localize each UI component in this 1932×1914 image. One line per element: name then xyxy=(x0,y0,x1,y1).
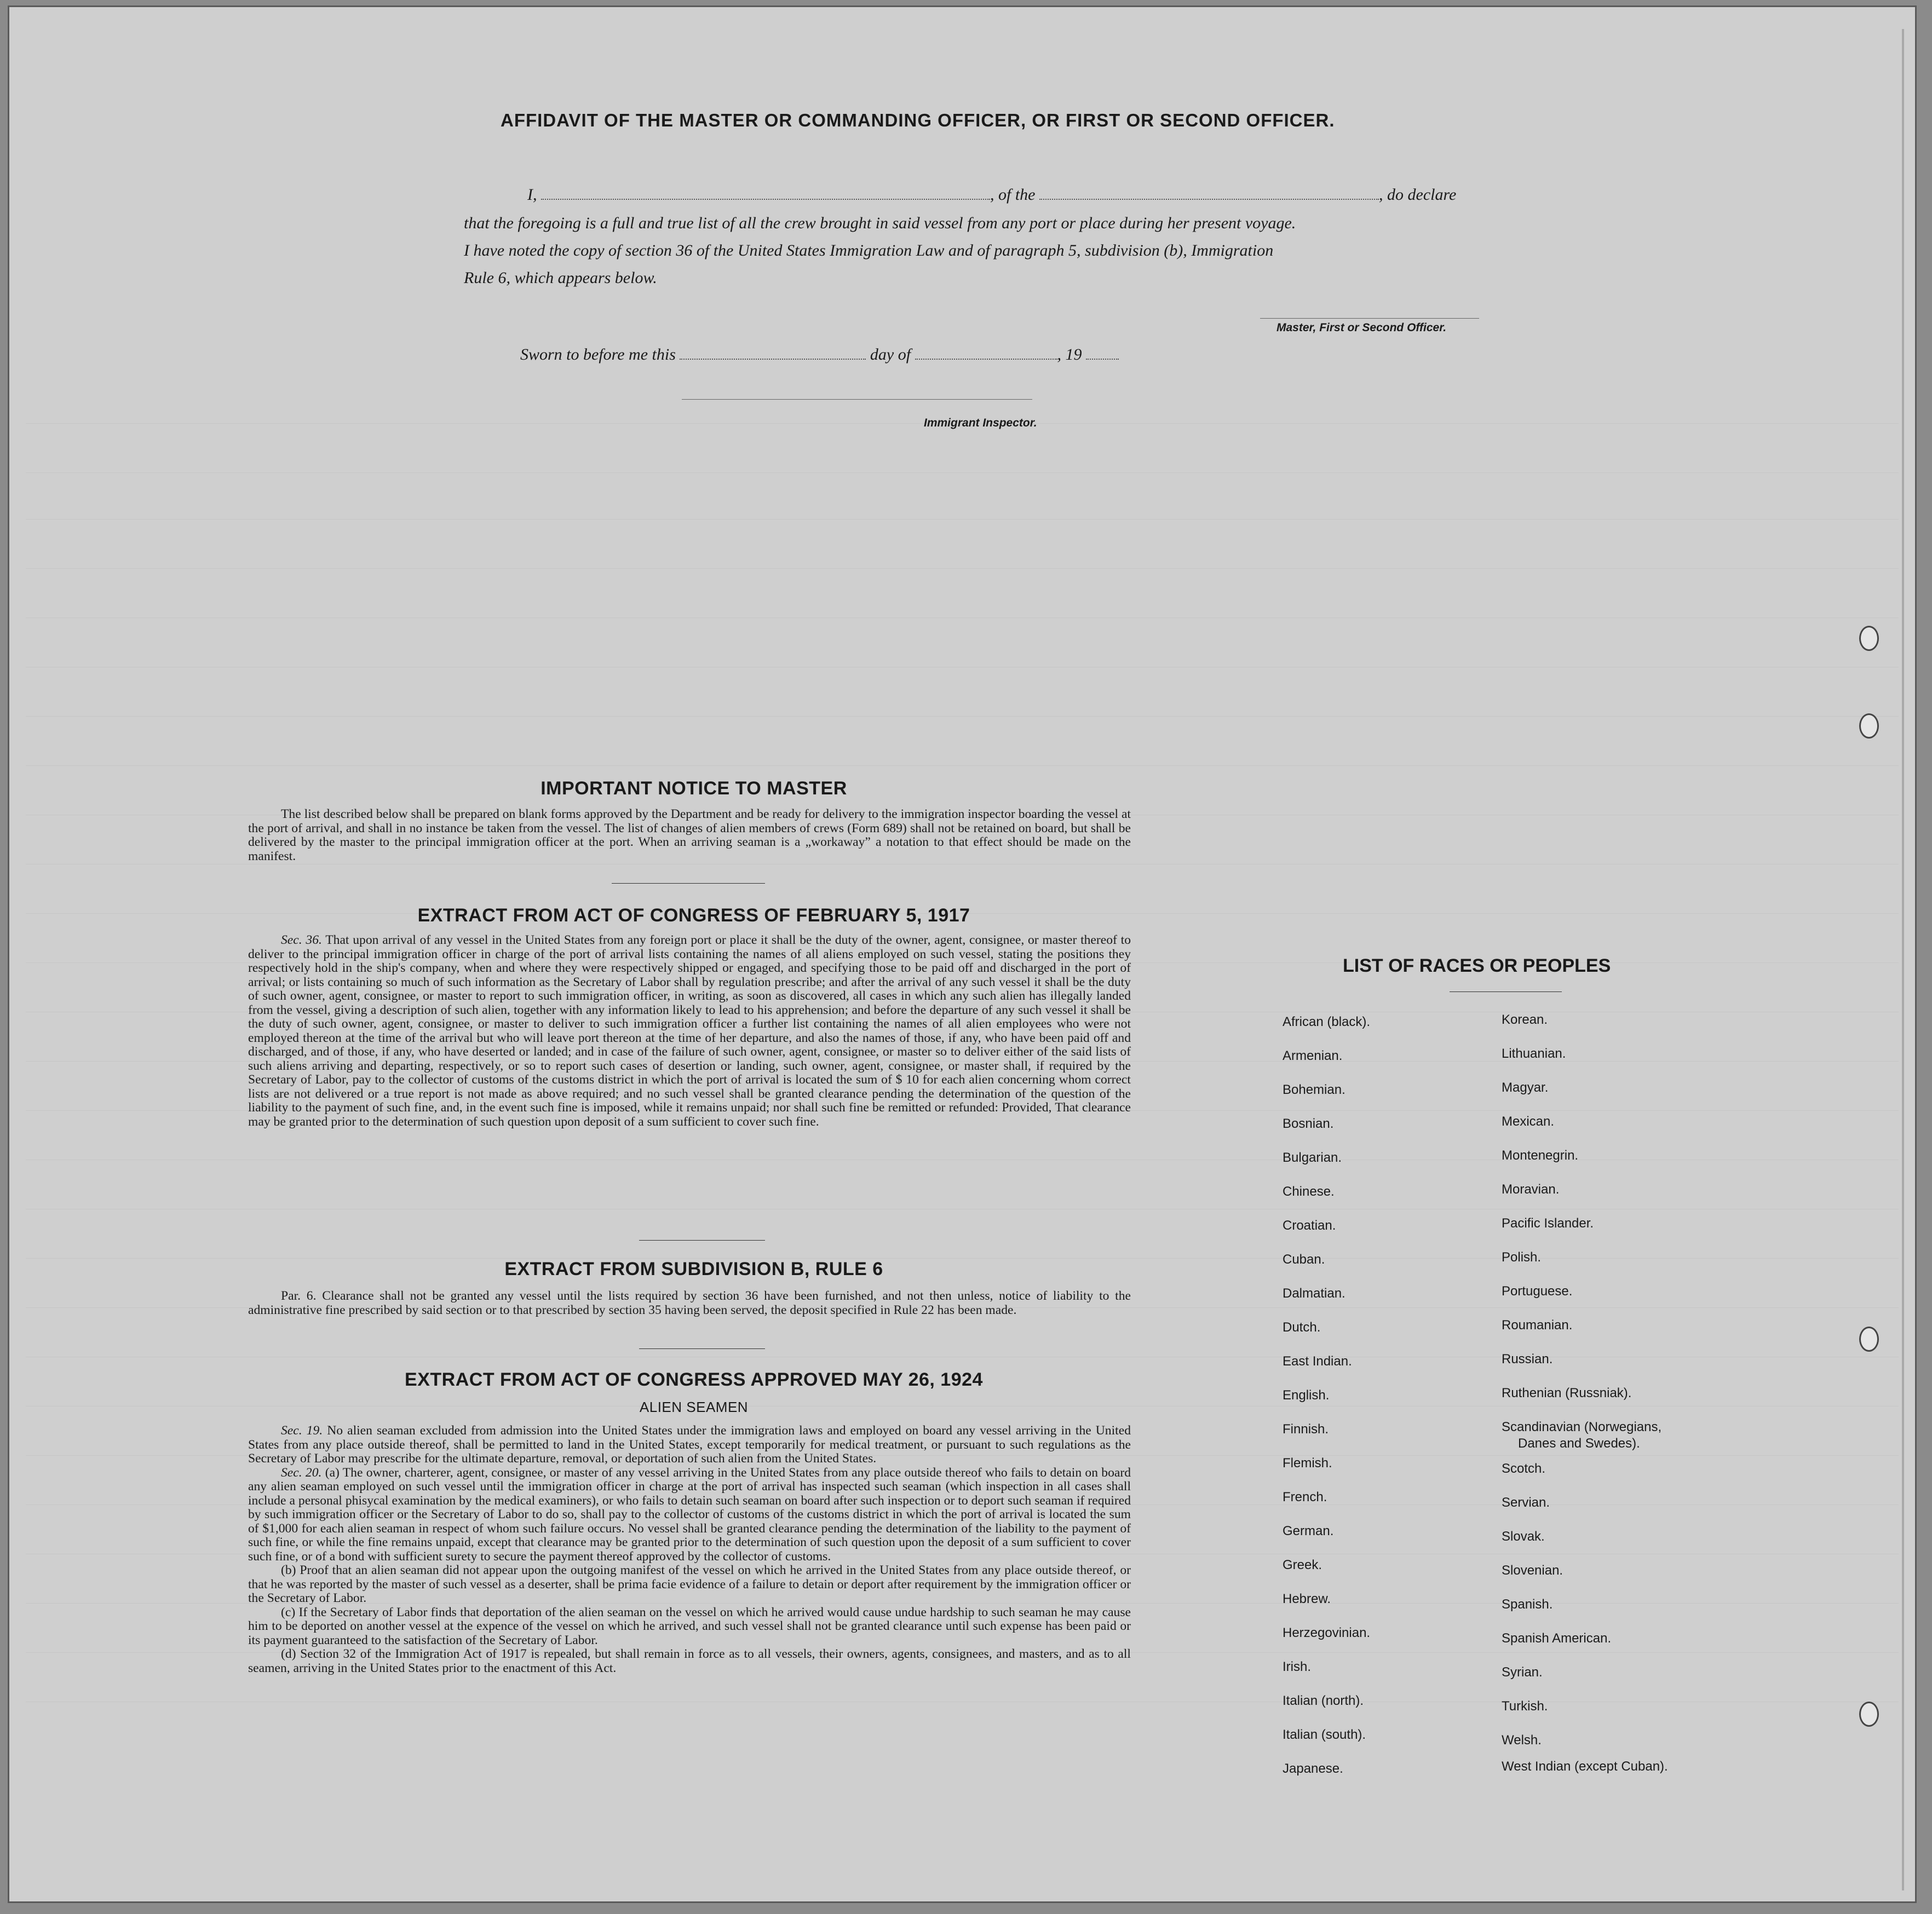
race-item: Welsh. xyxy=(1502,1733,1542,1748)
race-item: Croatian. xyxy=(1283,1218,1336,1233)
inspector-signature-label: Immigrant Inspector. xyxy=(924,417,1037,429)
sworn-month-blank[interactable] xyxy=(915,359,1057,360)
race-item: Lithuanian. xyxy=(1502,1046,1566,1061)
affidavit-line-4: Rule 6, which appears below. xyxy=(464,269,657,287)
race-item: Moravian. xyxy=(1502,1182,1560,1197)
race-item: Portuguese. xyxy=(1502,1284,1573,1299)
race-item: French. xyxy=(1283,1490,1327,1504)
extract-1924-body xyxy=(248,1424,1131,1675)
affidavit-declare: , do declare xyxy=(1379,186,1457,204)
race-item: Irish. xyxy=(1283,1659,1312,1674)
race-item: Cuban. xyxy=(1283,1252,1325,1267)
sec-20c-text: (c) If the Secretary of Labor finds that deportation of the alien seaman on the vessel on which he arrived would cause undue hardship to such seaman he may cause him to be deported on another vessel at the expence of the vessel on which he arrived, and such vessel shall not be granted clearance until such expense has been paid or its payment guaranteed to the satisfaction of the Secretary of Labor. xyxy=(248,1605,1131,1647)
race-item: Greek. xyxy=(1283,1558,1323,1572)
race-item: Russian. xyxy=(1502,1352,1553,1367)
notice-paragraph: The list described below shall be prepared on blank forms approved by the Department and be ready for delivery to the immigration inspector boarding the vessel at the port of arrival, and shall in no instance be taken from the vessel. The list of changes of alien members of crews (Form 689) shall not be retained on board, but shall be delivered by the master to the principal immigration officer at the port. When an arriving seaman is a „workaway” a notation to that effect should be made on the manifest. xyxy=(248,807,1131,863)
race-item: West Indian (except Cuban). xyxy=(1502,1759,1668,1774)
race-item: Servian. xyxy=(1502,1495,1550,1510)
sworn-year: , 19 xyxy=(1057,345,1082,364)
master-signature-label: Master, First or Second Officer. xyxy=(1277,321,1447,334)
race-item: German. xyxy=(1283,1524,1334,1538)
bleed-rule xyxy=(26,765,1899,766)
sworn-year-blank[interactable] xyxy=(1086,359,1119,360)
sec-20-label: Sec. 20. xyxy=(281,1465,322,1480)
race-item: Syrian. xyxy=(1502,1665,1543,1680)
race-item: East Indian. xyxy=(1283,1354,1352,1369)
race-item: Dutch. xyxy=(1283,1320,1321,1335)
race-item: Pacific Islander. xyxy=(1502,1216,1594,1231)
race-item: Scandinavian (Norwegians, xyxy=(1502,1420,1662,1434)
affidavit-line-2: that the foregoing is a full and true list of all the crew brought in said vessel from any port or place during her present voyage. xyxy=(464,214,1296,232)
sec-20a-text: (a) The owner, charterer, agent, consignee, or master of any vessel arriving in the United States from any place outside thereof who fails to detain on board any alien seaman employed on such vessel until the immigration officer in charge at the port of arrival has inspected such seaman (which inspection in all cases shall include a personal phisycal examination by the medical examiners), or who fails to detain such seaman on board after such inspection or to deport such seaman if required by such immigration officer or the Secretary of Labor to do so, shall pay to the collector of customs of the customs district in which the port of arrival is located the sum of $1,000 for each alien seaman in respect of whom such failure occurs. No vessel shall be granted clearance pending the determination of the liability to the payment of such fine, or while the fine remains unpaid, except that clearance may be granted prior to the determination of such question upon the deposit of a sum sufficient to cover such fine, or of a bond with sufficient surety to secure the payment thereof approved by the collector of customs. xyxy=(248,1465,1131,1564)
divider xyxy=(612,883,765,884)
punch-hole xyxy=(1859,626,1879,651)
sec-19-label: Sec. 19. xyxy=(281,1423,323,1438)
divider xyxy=(639,1240,765,1241)
bleed-rule xyxy=(26,472,1899,473)
inspector-signature-line[interactable] xyxy=(682,399,1032,400)
race-item: Italian (south). xyxy=(1283,1727,1366,1742)
race-item: Montenegrin. xyxy=(1502,1148,1579,1163)
race-item: Roumanian. xyxy=(1502,1318,1573,1333)
race-item: Danes and Swedes). xyxy=(1518,1436,1640,1451)
race-item: Magyar. xyxy=(1502,1080,1549,1095)
race-item: Spanish. xyxy=(1502,1597,1553,1612)
bleed-rule xyxy=(26,716,1899,717)
sworn-date-blank[interactable] xyxy=(680,359,866,360)
race-item: Dalmatian. xyxy=(1283,1286,1346,1301)
races-title: LIST OF RACES OR PEOPLES xyxy=(1343,955,1611,976)
affidavit-i: I, xyxy=(527,186,537,204)
notice-title: IMPORTANT NOTICE TO MASTER xyxy=(540,778,847,799)
extract-1924-subtitle: ALIEN SEAMEN xyxy=(639,1399,749,1415)
divider xyxy=(1450,991,1562,992)
race-item: Bosnian. xyxy=(1283,1116,1334,1131)
divider xyxy=(639,1348,765,1349)
extract-1917-title: EXTRACT FROM ACT OF CONGRESS OF FEBRUARY 5, 1917 xyxy=(417,905,970,926)
race-item: Bulgarian. xyxy=(1283,1150,1342,1165)
race-item: African (black). xyxy=(1283,1014,1371,1029)
race-item: Ruthenian (Russniak). xyxy=(1502,1386,1632,1400)
race-item: Armenian. xyxy=(1283,1048,1343,1063)
race-item: Finnish. xyxy=(1283,1422,1329,1437)
sec-36-text: That upon arrival of any vessel in the United States from any foreign port or place it shall be the duty of the owner, agent, consignee, or master thereof to deliver to the principal immigration officer in charge of the port of arrival lists containing the names of all aliens employed on such vessel, stating the positions they respectively hold in the ship's company, when and where they were respectively shipped or engaged, and specifying those to be paid off and discharged in the port of arrival; or lists containing so much of such information as the Secretary of Labor shall by regulation prescribe; and after the arrival of any such vessel it shall be the duty of such owner, agent, consignee, or master to report to such immigration officer, in writing, as soon as discovered, all cases in which any such alien has illegally landed from the vessel, giving a description of such alien, together with any information likely to lead to his apprehension; and before the departure of any such vessel it shall be the duty of such owner, agent, consignee, or master to deliver to such immigration officer a further list containing the names of all alien employees who were not employed thereon at the time of the arrival but who will leave port thereon at the time of her departure, and also the names of those, if any, who have been paid off and discharged, and of those, if any, who have deserted or landed; and in case of the failure of such owner, agent, consignee, or master so to deliver either of the said lists of such aliens arriving and departing, respectively, or so to report such cases of desertion or landing, such owner, agent, consignee, or master shall, if required by the Secretary of Labor, pay to the collector of customs of the customs district in which the port of arrival is located the sum of $ 10 for each alien concerning whom correct lists are not delivered or a true report is not made as above required; and no such vessel shall be granted clearance pending the determination of the question of the liability to the payment of such fine, and, in the event such fine is imposed, while it remains unpaid; nor shall such fine be remitted or refunded: Provided, That clearance may be granted prior to the determination of such question upon deposit of a sum sufficient to cover such fine. xyxy=(248,933,1131,1129)
race-item: Herzegovinian. xyxy=(1283,1625,1371,1640)
vessel-blank[interactable] xyxy=(1039,199,1379,200)
affidavit-of-the: , of the xyxy=(990,186,1036,204)
race-item: Bohemian. xyxy=(1283,1082,1346,1097)
rule6-text: Par. 6. Clearance shall not be granted any vessel until the lists required by section 36 have been furnished, and not then unless, notice of liability to the administrative fine prescribed by said section or to that prescribed by section 35 having been served, the deposit specified in Rule 22 has been made. xyxy=(248,1289,1131,1317)
sec-36-label: Sec. 36. xyxy=(281,933,322,947)
race-item: Turkish. xyxy=(1502,1699,1548,1714)
bleed-rule xyxy=(26,519,1899,520)
race-item: English. xyxy=(1283,1388,1330,1403)
punch-hole xyxy=(1859,1702,1879,1727)
affidavit-line-1 xyxy=(527,186,1456,204)
sec-19-text: No alien seaman excluded from admission into the United States under the immigration laws and employed on board any vessel arriving in the United States from any place outside thereof, shall be permitted to land in the United States, except temporarily for medical treatment, or pursuant to such regulations as the Secretary of Labor may prescribe for the ultimate departure, removal, or deportation of such alien from the United States. xyxy=(248,1423,1131,1466)
race-item: Flemish. xyxy=(1283,1456,1332,1471)
race-item: Korean. xyxy=(1502,1012,1548,1027)
race-item: Mexican. xyxy=(1502,1114,1555,1129)
page-edge xyxy=(1902,29,1904,1890)
race-item: Chinese. xyxy=(1283,1184,1335,1199)
extract-1924-title: EXTRACT FROM ACT OF CONGRESS APPROVED MAY 26, 1924 xyxy=(405,1369,983,1390)
punch-hole xyxy=(1859,1327,1879,1352)
extract-rule6-body xyxy=(248,1289,1131,1317)
race-item: Spanish American. xyxy=(1502,1631,1612,1646)
race-item: Hebrew. xyxy=(1283,1592,1331,1606)
notice-body xyxy=(248,808,1131,863)
sec-20d-text: (d) Section 32 of the Immigration Act of 1917 is repealed, but shall remain in force as to all vessels, their owners, agents, consignees, and masters, and as to all seamen, arriving in the United States prior to the enactment of this Act. xyxy=(248,1647,1131,1675)
master-signature-line[interactable] xyxy=(1260,318,1479,319)
race-item: Polish. xyxy=(1502,1250,1542,1265)
race-item: Scotch. xyxy=(1502,1461,1546,1476)
affidavit-title: AFFIDAVIT OF THE MASTER OR COMMANDING OFFICER, OR FIRST OR SECOND OFFICER. xyxy=(501,110,1335,130)
extract-rule6-title: EXTRACT FROM SUBDIVISION B, RULE 6 xyxy=(504,1259,883,1279)
sworn-day-of: day of xyxy=(870,345,911,364)
document-page xyxy=(8,5,1917,1903)
sworn-prefix: Sworn to before me this xyxy=(520,345,676,364)
extract-1917-body xyxy=(248,933,1131,1129)
sec-20b-text: (b) Proof that an alien seaman did not appear upon the outgoing manifest of the vessel on which he arrived in the United States from any place outside thereof, or that he was reported by the master of such vessel as a deserter, shall be prima facie evidence of a failure to detain or deport after requirement by the immigration officer or the Secretary of Labor. xyxy=(248,1563,1131,1605)
race-item: Japanese. xyxy=(1283,1761,1343,1776)
bleed-rule xyxy=(26,568,1899,569)
sworn-line xyxy=(520,345,1119,364)
race-item: Italian (north). xyxy=(1283,1693,1364,1708)
race-item: Slovak. xyxy=(1502,1529,1545,1544)
affidavit-line-3: I have noted the copy of section 36 of the United States Immigration Law and of paragraph 5, subdivision (b), Immigration xyxy=(464,241,1274,260)
name-blank[interactable] xyxy=(541,199,990,200)
race-item: Slovenian. xyxy=(1502,1563,1563,1578)
punch-hole xyxy=(1859,713,1879,739)
